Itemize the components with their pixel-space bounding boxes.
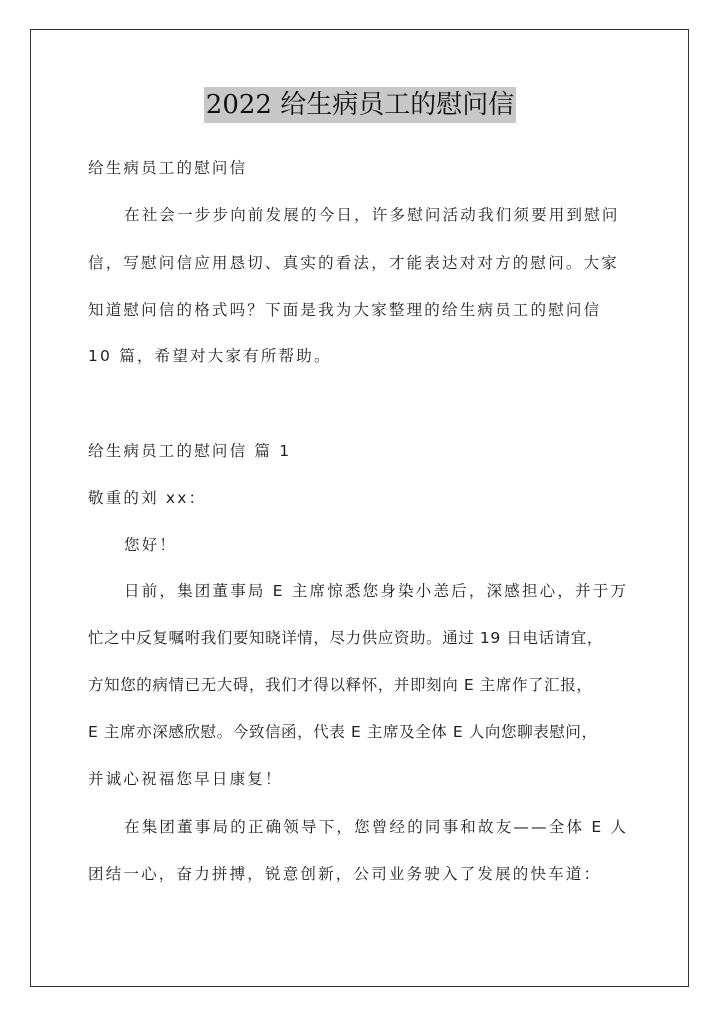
body-line-2: 忙之中反复嘱咐我们要知晓详情，尽力供应资助。通过 19 日电话请宜，	[88, 629, 603, 647]
salutation: 敬重的刘 xx：	[88, 489, 207, 507]
document-subtitle: 给生病员工的慰问信	[88, 159, 248, 177]
body-line-3: 方知您的病情已无大碍，我们才得以释怀，并即刻向 E 主席作了汇报，	[88, 676, 593, 694]
greeting: 您好！	[124, 536, 178, 554]
intro-line-1: 在社会一步步向前发展的今日，许多慰问活动我们须要用到慰问	[124, 206, 620, 224]
title-container	[0, 87, 720, 123]
intro-line-2: 信，写慰问信应用恳切、真实的看法，才能表达对对方的慰问。大家	[88, 254, 620, 272]
document-title: 2022 给生病员工的慰问信	[204, 87, 516, 123]
body-line-4: E 主席亦深感欣慰。今致信函，代表 E 主席及全体 E 人向您聊表慰问，	[88, 723, 598, 741]
intro-line-4: 10 篇，希望对大家有所帮助。	[88, 347, 332, 365]
section-heading: 给生病员工的慰问信 篇 1	[88, 442, 292, 460]
body-line-7: 团结一心，奋力拼搏，锐意创新，公司业务驶入了发展的快车道：	[88, 865, 602, 883]
intro-line-3: 知道慰问信的格式吗？下面是我为大家整理的给生病员工的慰问信	[88, 301, 602, 319]
body-line-6: 在集团董事局的正确领导下，您曾经的同事和故友——全体 E 人	[124, 818, 629, 836]
body-line-5: 并诚心祝福您早日康复！	[88, 770, 283, 788]
body-line-1: 日前，集团董事局 E 主席惊悉您身染小恙后，深感担心，并于万	[124, 582, 629, 600]
